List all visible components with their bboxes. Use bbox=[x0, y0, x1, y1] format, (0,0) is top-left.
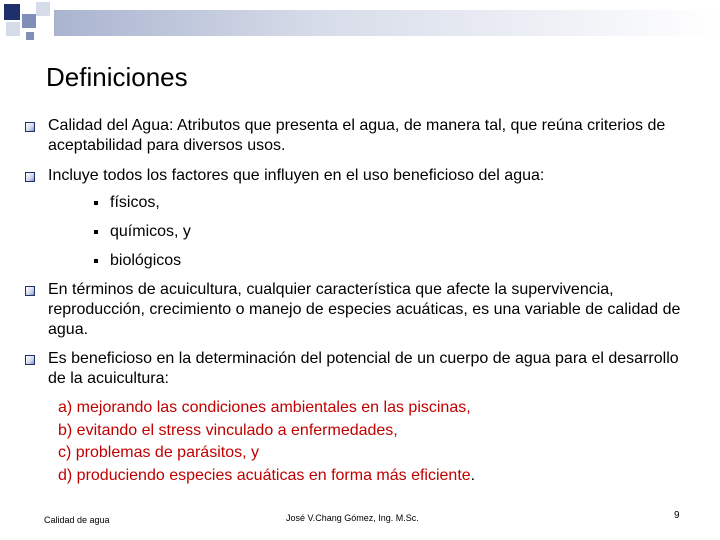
sub-item: químicos, y bbox=[110, 223, 191, 240]
definition-text: : Atributos que presenta el agua, de manera tal, que reúna criterios de aceptabilidad para diversos usos. bbox=[48, 117, 666, 154]
decor-square-mid bbox=[22, 14, 36, 28]
checkbox-bullet-icon bbox=[25, 122, 35, 132]
slide-title: Definiciones bbox=[46, 62, 188, 92]
square-bullet-icon bbox=[94, 230, 98, 234]
square-bullet-icon bbox=[94, 259, 98, 263]
decor-square-dark bbox=[4, 4, 20, 20]
benefit-item: c) problemas de parásitos, y bbox=[58, 444, 259, 461]
bullet-text: En términos de acuicultura, cualquier característica que afecte la supervivencia, reproducción, crecimiento o manejo de especies acuáticas, es una variable de calidad de agua. bbox=[48, 281, 681, 338]
decor-square-mid-2 bbox=[26, 32, 34, 40]
term-label: Calidad del Agua bbox=[48, 117, 169, 134]
checkbox-bullet-icon bbox=[25, 172, 35, 182]
checkbox-bullet-icon bbox=[25, 355, 35, 365]
page-number: 9 bbox=[674, 510, 680, 521]
sub-item: físicos, bbox=[110, 194, 160, 211]
bullet-text: Incluye todos los factores que influyen en el uso beneficioso del agua: bbox=[48, 167, 545, 184]
footer-author: José V.Chang Gómez, Ing. M.Sc. bbox=[286, 513, 419, 523]
decor-square-light-2 bbox=[36, 2, 50, 16]
benefit-item-period: . bbox=[470, 466, 476, 484]
benefit-item-text: d) produciendo especies acuáticas en forma más eficiente bbox=[58, 466, 471, 484]
footer-left: Calidad de agua bbox=[44, 515, 110, 525]
square-bullet-icon bbox=[94, 201, 98, 205]
header-band bbox=[54, 10, 720, 36]
benefit-item: b) evitando el stress vinculado a enfermedades, bbox=[58, 421, 398, 439]
decor-square-light bbox=[6, 22, 20, 36]
checkbox-bullet-icon bbox=[25, 286, 35, 296]
sub-item: biológicos bbox=[110, 252, 182, 269]
bullet-text: Es beneficioso en la determinación del potencial de un cuerpo de agua para el desarrollo de la acuicultura: bbox=[48, 350, 679, 387]
benefit-item: a) mejorando las condiciones ambientales en las piscinas, bbox=[58, 399, 471, 416]
benefit-item-last bbox=[58, 465, 475, 488]
bullet-text bbox=[48, 116, 698, 156]
benefits-list bbox=[58, 397, 475, 487]
